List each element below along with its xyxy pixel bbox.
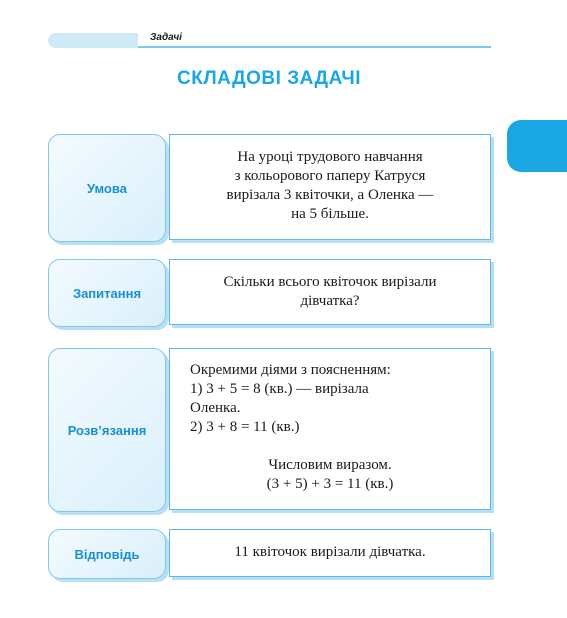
answer-line-1: 11 квіточок вирізали дівчатка. [234,544,426,560]
condition-line-4: на 5 більше. [291,206,369,222]
condition-line-3: вирізала 3 квіточки, а Оленка — [226,187,434,203]
content-card-condition [169,134,491,240]
label-card-solution [48,348,166,512]
label-card-condition [48,134,166,242]
solution-line-5: Числовим виразом. [268,457,392,473]
solution-line-6: (3 + 5) + 3 = 11 (кв.) [266,476,394,492]
label-card-answer [48,529,166,579]
header-rule [138,46,491,48]
label-question: Запитання [72,285,142,301]
solution-line-2: 1) 3 + 5 = 8 (кв.) — вирізала [190,381,369,397]
label-solution: Розв’язання [67,422,147,438]
content-card-answer [169,529,491,577]
label-condition: Умова [87,180,127,196]
condition-line-2: з кольорового паперу Катруся [234,168,426,184]
solution-line-4: 2) 3 + 8 = 11 (кв.) [190,419,300,435]
condition-line-1: На уроці трудового навчання [237,149,423,165]
page-title: СКЛАДОВІ ЗАДАЧІ [177,68,361,89]
header-tab [48,33,138,48]
label-card-question [48,259,166,327]
solution-line-1: Окремими діями з поясненням: [190,362,391,378]
solution-line-3: Оленка. [190,400,241,416]
question-line-2: дівчатка? [300,293,360,309]
side-tab [507,120,567,172]
content-card-question [169,259,491,325]
label-answer: Відповідь [74,546,140,562]
question-line-1: Скільки всього квіточок вирізали [223,274,437,290]
section-label: Задачі [150,32,182,43]
content-card-solution [169,348,491,510]
